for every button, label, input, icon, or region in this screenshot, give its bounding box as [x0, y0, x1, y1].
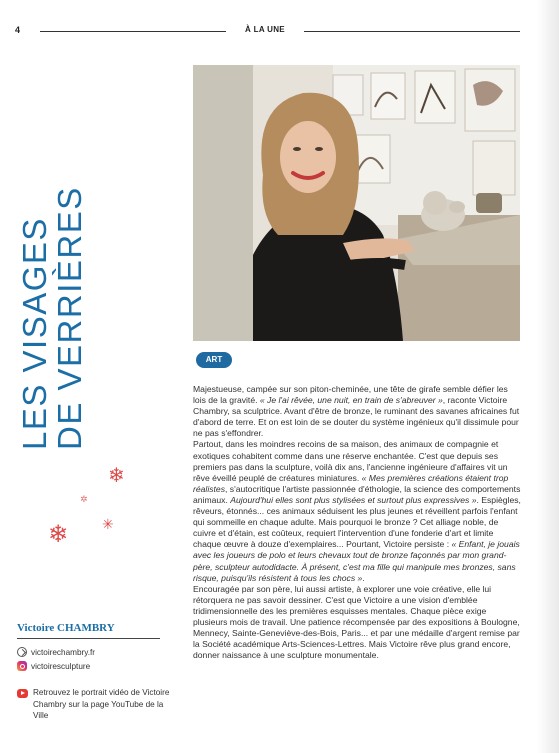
section-label: À LA UNE [245, 25, 285, 34]
header-rule-left [40, 31, 226, 32]
website-label: victoirechambry.fr [31, 647, 95, 657]
artist-name: Victoire CHAMBRY [17, 622, 115, 634]
category-tag: ART [196, 352, 232, 368]
instagram-link[interactable] [17, 660, 90, 672]
header-rule-right [304, 31, 520, 32]
article-title [17, 186, 87, 450]
youtube-icon [17, 689, 28, 698]
article-paragraph: Majestueuse, campée sur son piton-cheminée, une tête de girafe semble défier les lois de la gravité. « Je l'ai rêvée, une nuit, en train de s'abreuver », raconte Victoire Chambry, sa sculptrice. Avant d'être de bronze, le ruminant des savanes africaines fut d'abord de terre. Et on est loin de se douter du système ingénieux qu'il dissimule pour ne pas s'effondrer. [193, 384, 520, 439]
instagram-icon [17, 661, 27, 671]
article-paragraph: Partout, dans les moindres recoins de sa maison, des animaux de compagnie et exotiques cohabitent comme dans une réserve enchantée. C'est que depuis ses premiers pas dans la sculpture, voilà dix ans, l'ancienne ingénieure d'affaires vit un rêve éveillé peuplé de créatures miniatures. « Mes premières créations étaient trop réalistes, s'autocritique l'artiste passionnée d'éthologie, la science des comportements animaux. Aujourd'hui elles sont plus stylisées et surtout plus expressives ». Espiègles, rêveurs, étonnés... ces animaux séduisent les plus jeunes et réveillent parfois l'enfant qui sommeille en chaque adulte. Mais pourquoi le bronze ? Cet alliage noble, de cuivre et d'étain, est coûteux, requiert l'intervention d'une fonderie d'art et limite chaque œuvre à douze d'exemplaires... Pourtant, Victoire persiste : « Enfant, je jouais avec les joueurs de polo et leurs chevaux tout de bronze façonnés par mon grand-père, sculpteur autodidacte. À présent, c'est ma fille qui manipule mes bronzes, sans risque, puisqu'ils résistent à tous les chocs ». [193, 439, 521, 583]
snowflake-icon: ❄ [108, 463, 125, 487]
article-title-line1: LES VISAGES [16, 217, 53, 450]
snowflake-icon: ✲ [80, 495, 88, 505]
website-link[interactable] [17, 646, 95, 658]
article-body [193, 384, 521, 661]
artist-photo [193, 65, 520, 341]
website-icon [17, 647, 27, 657]
instagram-label: victoiresculpture [31, 661, 91, 671]
article-paragraph: Encouragée par son père, lui aussi artiste, à explorer une voie créative, elle lui rétorquera ne pas savoir dessiner. C'est que Victoire a une vision d'emblée tridimensionnelle des les premières esquisses mentales. Chaque pièce exige plusieurs mois de travail. Une patience récompensée par des expositions à Boulogne, Mennecy, Sainte-Geneviève-des-Bois, Paris... et par une médaille d'argent remise par la Société académique Arts-Sciences-Lettres. Mais Victoire rêve plus grand encore, donner naissance à une sculpture monumentale. [193, 583, 520, 661]
article-title-line2: DE VERRIÈRES [51, 186, 88, 450]
snowflake-icon: ✳ [102, 517, 114, 533]
snowflake-icon: ❄ [48, 520, 69, 548]
video-text: Retrouvez le portrait vidéo de Victoire Chambry sur la page YouTube de la Ville [33, 688, 170, 720]
sidebar-divider [17, 638, 160, 639]
page-edge-shadow [537, 0, 559, 753]
page-number: 4 [15, 25, 21, 35]
